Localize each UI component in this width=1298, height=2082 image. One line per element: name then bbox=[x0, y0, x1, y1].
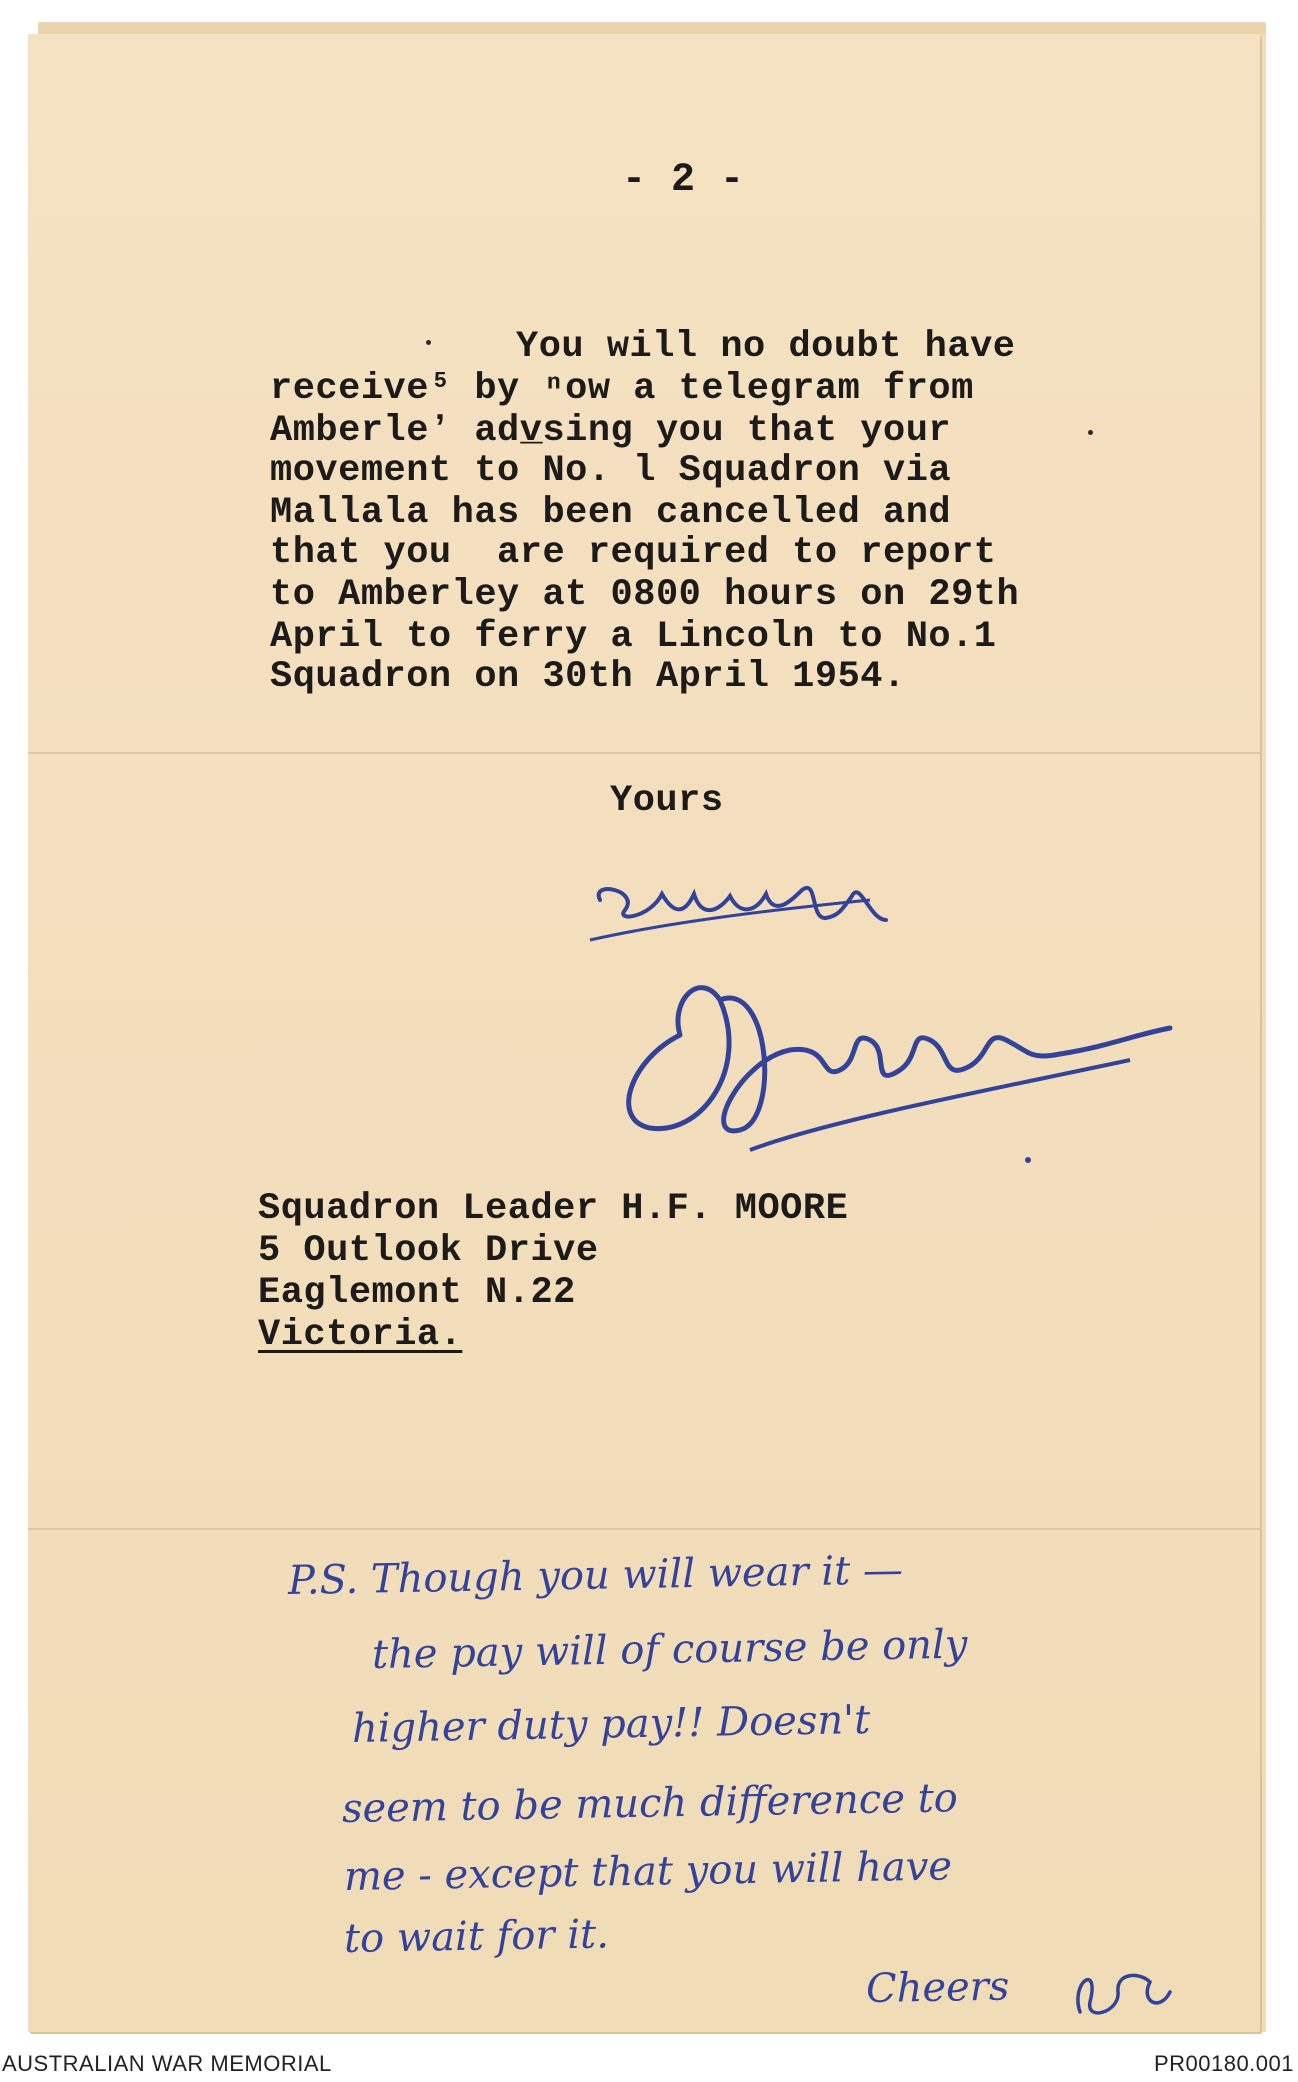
page-number: - 2 - bbox=[622, 158, 745, 203]
postscript-line: P.S. Though you will wear it — bbox=[287, 1547, 904, 1604]
postscript-initials bbox=[1060, 1952, 1180, 2037]
body-line: Amberleʼ adv̲sing you that your bbox=[270, 410, 952, 452]
ink-dot bbox=[426, 340, 431, 345]
fold-line bbox=[28, 752, 1260, 754]
closing-typed: Yours bbox=[610, 780, 724, 822]
body-line: You will no doubt have bbox=[516, 326, 1016, 368]
address-suburb: Eaglemont N.22 bbox=[258, 1272, 576, 1314]
postscript-line: seem to be much difference to bbox=[341, 1775, 959, 1832]
footer-institution: AUSTRALIAN WAR MEMORIAL bbox=[2, 2051, 332, 2076]
body-line: Mallala has been cancelled and bbox=[270, 492, 952, 534]
body-line: that you are required to report bbox=[270, 532, 997, 574]
postscript-line: me - except that you will have bbox=[343, 1843, 953, 1900]
body-line: receive⁵ by ⁿow a telegram from bbox=[270, 368, 974, 410]
address-street: 5 Outlook Drive bbox=[258, 1230, 599, 1272]
postscript-line: the pay will of course be only bbox=[371, 1621, 968, 1678]
body-line: movement to No. l Squadron via bbox=[270, 450, 952, 492]
ink-dot bbox=[1088, 430, 1093, 435]
postscript-cheers: Cheers bbox=[865, 1963, 1010, 2012]
footer-record-id: PR00180.001 bbox=[1153, 2051, 1294, 2076]
address-state: Victoria. bbox=[258, 1314, 463, 1356]
address-recipient: Squadron Leader H.F. MOORE bbox=[258, 1188, 849, 1230]
handwritten-signature bbox=[570, 860, 1210, 1185]
body-line: April to ferry a Lincoln to No.1 bbox=[270, 616, 997, 658]
body-line: Squadron on 30th April 1954. bbox=[270, 656, 906, 698]
fold-line bbox=[28, 1528, 1260, 1530]
postscript-line: higher duty pay!! Doesn't bbox=[351, 1696, 871, 1752]
postscript-line: to wait for it. bbox=[343, 1911, 610, 1962]
body-line: to Amberley at 0800 hours on 29th bbox=[270, 574, 1020, 616]
